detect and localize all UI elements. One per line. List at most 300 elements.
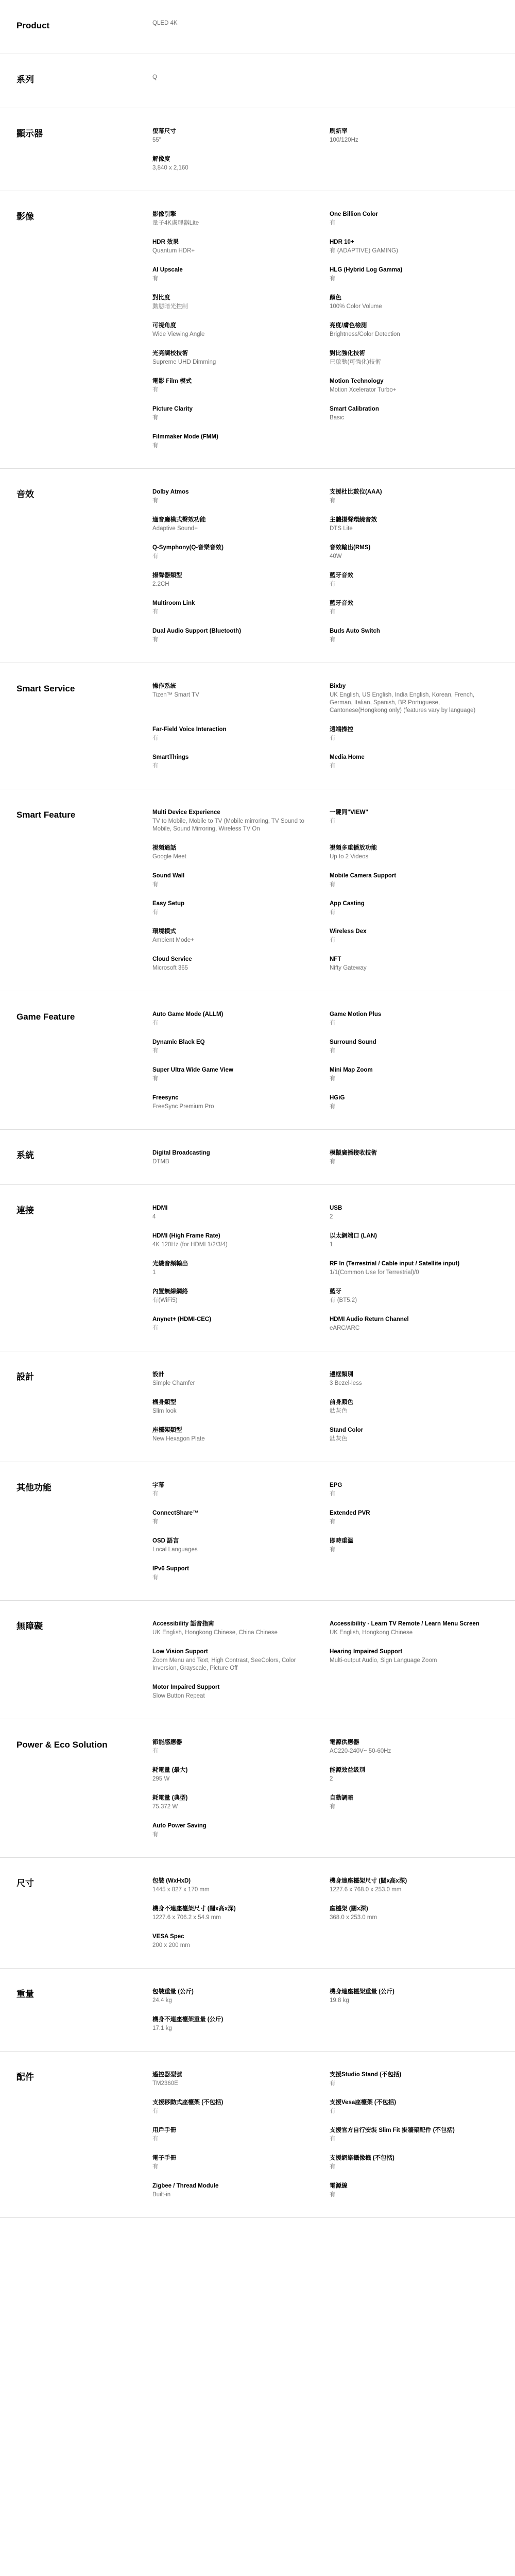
spec-value: 有	[330, 220, 336, 226]
spec-item	[152, 928, 330, 944]
spec-label: 視頻多重播放功能	[330, 845, 377, 851]
spec-section	[0, 663, 515, 789]
spec-grid	[152, 1739, 499, 1839]
spec-item	[152, 726, 330, 742]
spec-item	[330, 544, 499, 561]
spec-value: 有	[330, 1104, 336, 1110]
spec-label: Accessibility 語音指南	[152, 1621, 214, 1627]
spec-item	[330, 628, 499, 644]
spec-label: 支援杜比數位(AAA)	[330, 489, 382, 495]
spec-value: 動態暗光控制	[152, 303, 188, 310]
spec-label: 即時重溫	[330, 1538, 353, 1544]
spec-item	[330, 1905, 499, 1922]
spec-section	[0, 1462, 515, 1601]
spec-value: 1	[330, 1242, 333, 1248]
spec-value: Quantum HDR+	[152, 248, 195, 254]
spec-item	[152, 1427, 330, 1443]
spec-label: Super Ultra Wide Game View	[152, 1067, 233, 1073]
spec-label: 耗電量 (最大)	[152, 1767, 188, 1773]
spec-value: 有	[152, 609, 159, 615]
spec-value: 有	[152, 443, 159, 449]
spec-item	[330, 809, 499, 833]
spec-value: 4K 120Hz (for HDMI 1/2/3/4)	[152, 1242, 228, 1248]
spec-label: Buds Auto Switch	[330, 628, 380, 634]
spec-value: 有	[330, 909, 336, 916]
spec-item	[330, 1066, 499, 1083]
spec-label: 包裝重量 (公斤)	[152, 1989, 194, 1995]
spec-value: 量子4K處理器Lite	[152, 220, 199, 226]
spec-item	[330, 1039, 499, 1055]
spec-item	[152, 1288, 330, 1304]
spec-item	[152, 1739, 330, 1755]
spec-value: 有	[330, 882, 336, 888]
spec-item	[152, 74, 330, 89]
section-title: 影像	[16, 212, 34, 222]
spec-label: 藍牙音效	[330, 600, 353, 606]
spec-label: 機身連座檯架重量 (公斤)	[330, 1989, 394, 1995]
section-title: 連接	[16, 1206, 34, 1215]
spec-value: 有	[152, 1048, 159, 1054]
spec-label: 影像引擎	[152, 211, 176, 217]
spec-value: QLED 4K	[152, 20, 178, 26]
spec-value: 有	[152, 1574, 159, 1581]
spec-section	[0, 2052, 515, 2218]
spec-item	[330, 726, 499, 742]
spec-item	[330, 683, 499, 715]
spec-item	[330, 378, 499, 394]
spec-label: 能源效益級別	[330, 1767, 365, 1773]
spec-item	[330, 1877, 499, 1894]
spec-label: 前身顏色	[330, 1399, 353, 1405]
spec-section	[0, 54, 515, 108]
section-title: Smart Feature	[16, 810, 76, 820]
spec-value: 2	[330, 1214, 333, 1220]
spec-value: Slow Button Repeat	[152, 1693, 205, 1699]
spec-label: Smart Calibration	[330, 406, 379, 412]
spec-value: Slim look	[152, 1408, 177, 1414]
spec-label: Picture Clarity	[152, 406, 193, 412]
spec-item	[152, 1877, 330, 1894]
spec-label: 主體揚聲環繞音效	[330, 517, 377, 523]
spec-label: 揚聲器類型	[152, 572, 182, 579]
spec-label: Dolby Atmos	[152, 489, 189, 495]
spec-item	[330, 1427, 499, 1443]
spec-value: 有	[152, 637, 159, 643]
spec-label: HDMI Audio Return Channel	[330, 1316, 409, 1323]
spec-value: DTS Lite	[330, 526, 353, 532]
spec-value: Ambient Mode+	[152, 937, 194, 943]
spec-section	[0, 1351, 515, 1462]
spec-label: Easy Setup	[152, 901, 184, 907]
spec-label: HGiG	[330, 1095, 345, 1101]
spec-value: 200 x 200 mm	[152, 1942, 190, 1948]
section-title: 其他功能	[16, 1483, 52, 1493]
spec-label: Hearing Impaired Support	[330, 1649, 403, 1655]
spec-label: Motor Impaired Support	[152, 1684, 220, 1690]
spec-label: Stand Color	[330, 1427, 364, 1433]
spec-label: 對比強化技術	[330, 350, 365, 357]
spec-grid	[152, 1149, 499, 1166]
spec-label: AI Upscale	[152, 267, 183, 273]
spec-value: 有	[152, 1020, 159, 1026]
spec-value: 有	[330, 2136, 336, 2142]
spec-item	[330, 405, 499, 422]
spec-value: 有	[330, 937, 336, 943]
spec-value: 有(WiFi5)	[152, 1297, 178, 1303]
spec-label: 機身不連座檯架重量 (公斤)	[152, 2016, 224, 2023]
spec-value: 有	[330, 1076, 336, 1082]
spec-value: 有	[330, 2192, 336, 2198]
spec-item	[330, 754, 499, 770]
spec-label: 視頻通話	[152, 845, 176, 851]
spec-item	[152, 1039, 330, 1055]
spec-label: 支援Vesa座檯架 (不包括)	[330, 2099, 397, 2106]
spec-label: Dual Audio Support (Bluetooth)	[152, 628, 242, 634]
spec-section	[0, 191, 515, 469]
section-title: 系列	[16, 75, 34, 84]
spec-item	[152, 872, 330, 889]
spec-label: 機身不連座檯架尺寸 (闊x高x深)	[152, 1906, 236, 1912]
spec-label: 對比度	[152, 295, 170, 301]
spec-label: 用戶手冊	[152, 2127, 176, 2133]
spec-label: HDR 效果	[152, 239, 179, 245]
spec-label: Zigbee / Thread Module	[152, 2183, 219, 2189]
spec-item	[152, 1260, 330, 1277]
spec-label: 支援Studio Stand (不包括)	[330, 2072, 402, 2078]
spec-item	[330, 872, 499, 889]
spec-item	[330, 1399, 499, 1415]
spec-item	[152, 809, 330, 833]
spec-grid	[152, 1482, 499, 1582]
spec-label: USB	[330, 1205, 342, 1211]
spec-label: IPv6 Support	[152, 1566, 189, 1572]
section-title: 重量	[16, 1989, 34, 1999]
spec-label: HDR 10+	[330, 239, 354, 245]
spec-item	[152, 378, 330, 394]
spec-value: 100% Color Volume	[330, 303, 382, 310]
spec-value: 75.372 W	[152, 1804, 178, 1810]
spec-value: 有	[152, 1832, 159, 1838]
spec-value: 3 Bezel-less	[330, 1380, 362, 1386]
spec-value: 1227.6 x 706.2 x 54.9 mm	[152, 1914, 221, 1921]
spec-value: 有	[330, 637, 336, 643]
spec-value: Q	[152, 74, 157, 80]
spec-grid	[152, 488, 499, 644]
spec-value: Multi-output Audio, Sign Language Zoom	[330, 1657, 437, 1664]
spec-value: Zoom Menu and Text, High Contrast, SeeColors, Color Inversion, Grayscale, Picture Off	[152, 1657, 296, 1671]
spec-item	[152, 2099, 330, 2115]
spec-value: 有	[152, 2108, 159, 2114]
spec-value: 已啟動(可強化)技術	[330, 359, 381, 365]
spec-value: 有	[330, 2080, 336, 2087]
spec-item	[330, 1316, 499, 1332]
spec-value: 295 W	[152, 1776, 170, 1782]
spec-label: HDMI (High Frame Rate)	[152, 1233, 220, 1239]
spec-value: 有	[330, 1159, 336, 1165]
spec-item	[152, 1232, 330, 1249]
spec-item	[152, 1620, 330, 1637]
spec-grid	[152, 1620, 499, 1700]
spec-value: 有	[330, 2164, 336, 2170]
spec-label: Auto Game Mode (ALLM)	[152, 1011, 224, 1018]
spec-item	[152, 1565, 330, 1582]
spec-value: DTMB	[152, 1159, 169, 1165]
spec-value: 有 (BT5.2)	[330, 1297, 357, 1303]
spec-section	[0, 1601, 515, 1719]
spec-value: 有	[152, 2136, 159, 2142]
spec-value: 有	[152, 498, 159, 504]
spec-item	[330, 1482, 499, 1498]
spec-item	[330, 2099, 499, 2115]
spec-label: 解像度	[152, 156, 170, 162]
spec-item	[152, 956, 330, 972]
spec-label: Filmmaker Mode (FMM)	[152, 434, 218, 440]
spec-value: 有	[330, 609, 336, 615]
spec-item	[152, 1537, 330, 1554]
spec-label: Accessibility - Learn TV Remote / Learn Menu Screen	[330, 1621, 479, 1627]
spec-value: 有	[152, 1325, 159, 1331]
spec-value: 17.1 kg	[152, 2025, 172, 2031]
spec-value: 有	[152, 387, 159, 393]
spec-item	[330, 266, 499, 283]
spec-value: 有	[330, 1804, 336, 1810]
spec-item	[152, 1482, 330, 1498]
spec-grid	[152, 1877, 499, 1950]
spec-value: 有	[152, 415, 159, 421]
spec-label: OSD 語言	[152, 1538, 179, 1544]
spec-section	[0, 1858, 515, 1969]
spec-item	[152, 350, 330, 366]
spec-item	[330, 1011, 499, 1027]
spec-label: 節能感應器	[152, 1739, 182, 1745]
spec-label: 環境模式	[152, 928, 176, 935]
spec-value: Tizen™ Smart TV	[152, 692, 199, 698]
spec-value: eARC/ARC	[330, 1325, 360, 1331]
spec-item	[152, 211, 330, 227]
spec-item	[330, 572, 499, 588]
spec-label: Q-Symphony(Q-音樂音效)	[152, 545, 224, 551]
section-title: Smart Service	[16, 684, 75, 693]
spec-item	[330, 928, 499, 944]
spec-item	[152, 405, 330, 422]
spec-value: 有	[152, 553, 159, 560]
spec-grid	[152, 74, 499, 89]
spec-grid	[152, 2071, 499, 2199]
spec-item	[152, 1933, 330, 1950]
spec-label: ConnectShare™	[152, 1510, 199, 1516]
spec-label: App Casting	[330, 901, 365, 907]
spec-value: 鈦灰色	[330, 1408, 348, 1414]
spec-item	[152, 2155, 330, 2171]
spec-value: 1/1(Common Use for Terrestrial)/0	[330, 1269, 419, 1276]
spec-item	[330, 1739, 499, 1755]
spec-value: 24.4 kg	[152, 1997, 172, 2004]
spec-item	[152, 2127, 330, 2143]
spec-item	[330, 516, 499, 533]
spec-item	[152, 1794, 330, 1811]
spec-grid	[152, 809, 499, 972]
spec-value: FreeSync Premium Pro	[152, 1104, 214, 1110]
spec-value: 有	[152, 735, 159, 741]
spec-label: Extended PVR	[330, 1510, 370, 1516]
spec-item	[152, 516, 330, 533]
section-title: 配件	[16, 2072, 34, 2082]
spec-item	[152, 572, 330, 588]
spec-value: Supreme UHD Dimming	[152, 359, 216, 365]
spec-value: 有	[330, 2108, 336, 2114]
spec-value: 55"	[152, 137, 161, 143]
spec-item	[330, 322, 499, 338]
spec-value: 2.2CH	[152, 581, 169, 587]
spec-value: Motion Xcelerator Turbo+	[330, 387, 397, 393]
spec-label: 遙控器型號	[152, 2072, 182, 2078]
spec-item	[152, 2016, 330, 2032]
section-title: Power & Eco Solution	[16, 1740, 108, 1750]
spec-item	[330, 128, 499, 144]
spec-label: 模擬廣播接收技術	[330, 1150, 377, 1156]
spec-label: 機身連座檯架尺寸 (闊x高x深)	[330, 1878, 407, 1884]
spec-label: 支援網絡攝像機 (不包括)	[330, 2155, 394, 2161]
spec-value: 有	[152, 1519, 159, 1525]
spec-label: HDMI	[152, 1205, 168, 1211]
spec-value: 有	[152, 2164, 159, 2170]
spec-label: Low Vision Support	[152, 1649, 208, 1655]
spec-label: Dynamic Black EQ	[152, 1039, 205, 1045]
spec-label: 顏色	[330, 295, 341, 301]
section-title: 尺寸	[16, 1878, 34, 1888]
spec-value: 40W	[330, 553, 342, 560]
spec-value: 有	[330, 1048, 336, 1054]
spec-label: Multiroom Link	[152, 600, 195, 606]
spec-item	[330, 1371, 499, 1387]
spec-value: Nifty Gateway	[330, 965, 367, 971]
spec-section	[0, 1719, 515, 1858]
spec-item	[330, 488, 499, 505]
spec-label: SmartThings	[152, 754, 189, 760]
spec-section	[0, 0, 515, 54]
spec-label: Wireless Dex	[330, 928, 367, 935]
spec-item	[152, 1822, 330, 1839]
spec-label: 適音廳模式聲效功能	[152, 517, 206, 523]
spec-label: 音效輸出(RMS)	[330, 545, 371, 551]
spec-item	[152, 128, 330, 144]
spec-value: Google Meet	[152, 854, 186, 860]
spec-label: Anynet+ (HDMI-CEC)	[152, 1316, 212, 1323]
spec-label: 座檯架 (闊x深)	[330, 1906, 368, 1912]
spec-label: 光纖音頻輸出	[152, 1261, 188, 1267]
spec-item	[330, 2155, 499, 2171]
spec-item	[330, 1537, 499, 1554]
spec-value: 1	[152, 1269, 156, 1276]
spec-label: Mini Map Zoom	[330, 1067, 373, 1073]
spec-item	[330, 900, 499, 917]
spec-label: 一鍵同"VIEW"	[330, 809, 368, 816]
spec-item	[330, 2071, 499, 2088]
spec-value: 有	[152, 1748, 159, 1754]
spec-item	[152, 433, 330, 450]
spec-value: UK English, US English, India English, Korean, French, German, Italian, Spanish, BR Portuguese, Cantonese(Hongkong only) (features vary by language)	[330, 692, 476, 714]
spec-label: 機身類型	[152, 1399, 176, 1405]
spec-item	[152, 266, 330, 283]
spec-section	[0, 1969, 515, 2052]
spec-label: 電源線	[330, 2183, 348, 2189]
spec-grid	[152, 683, 499, 770]
spec-value: 有	[330, 581, 336, 587]
spec-label: Game Motion Plus	[330, 1011, 382, 1018]
spec-value: Wide Viewing Angle	[152, 331, 205, 337]
spec-item	[330, 211, 499, 227]
spec-label: Media Home	[330, 754, 365, 760]
spec-value: 有	[152, 882, 159, 888]
spec-value: 有	[152, 763, 159, 769]
spec-item	[152, 754, 330, 770]
spec-value: 有	[152, 909, 159, 916]
spec-section	[0, 469, 515, 663]
spec-item	[152, 1510, 330, 1526]
spec-label: 刷新率	[330, 128, 348, 134]
spec-label: 字幕	[152, 1482, 164, 1488]
spec-value: 3,840 x 2,160	[152, 165, 188, 171]
spec-item	[330, 1205, 499, 1221]
spec-value: 有	[330, 1519, 336, 1525]
spec-item	[152, 628, 330, 644]
spec-value: TV to Mobile, Mobile to TV (Mobile mirroring, TV Sound to Mobile, Sound Mirroring, Wireless TV On	[152, 818, 304, 832]
spec-item	[330, 239, 499, 255]
spec-grid	[152, 1011, 499, 1111]
spec-item	[152, 239, 330, 255]
spec-item	[330, 1232, 499, 1249]
spec-value: 有	[152, 1076, 159, 1082]
spec-label: 藍牙	[330, 1289, 341, 1295]
spec-label: 操作系統	[152, 683, 176, 689]
spec-value: 100/120Hz	[330, 137, 358, 143]
spec-item	[152, 2182, 330, 2199]
spec-item	[152, 488, 330, 505]
spec-item	[152, 544, 330, 561]
spec-item	[152, 1767, 330, 1783]
section-title: 設計	[16, 1372, 34, 1382]
spec-label: 電子手冊	[152, 2155, 176, 2161]
spec-item	[152, 1905, 330, 1922]
spec-item	[152, 294, 330, 311]
spec-value: TM2360E	[152, 2080, 178, 2087]
spec-value: Adaptive Sound+	[152, 526, 198, 532]
spec-value: 有	[330, 735, 336, 741]
spec-value: Simple Chamfer	[152, 1380, 195, 1386]
spec-value: 1227.6 x 768.0 x 253.0 mm	[330, 1887, 402, 1893]
spec-item	[152, 156, 330, 172]
spec-value: 有	[330, 1547, 336, 1553]
spec-label: Freesync	[152, 1095, 179, 1101]
spec-item	[152, 1371, 330, 1387]
spec-section	[0, 1130, 515, 1185]
spec-label: One Billion Color	[330, 211, 378, 217]
spec-grid	[152, 128, 499, 172]
spec-label: Mobile Camera Support	[330, 873, 397, 879]
spec-item	[330, 1288, 499, 1304]
spec-label: 設計	[152, 1371, 164, 1378]
spec-value: New Hexagon Plate	[152, 1436, 205, 1442]
spec-item	[152, 1149, 330, 1166]
spec-item	[152, 1316, 330, 1332]
spec-item	[152, 1648, 330, 1672]
spec-label: RF In (Terrestrial / Cable input / Satellite input)	[330, 1261, 460, 1267]
spec-item	[152, 1684, 330, 1700]
spec-label: 電影 Film 模式	[152, 378, 192, 384]
spec-value: Up to 2 Videos	[330, 854, 369, 860]
spec-label: Motion Technology	[330, 378, 384, 384]
spec-item	[152, 1399, 330, 1415]
